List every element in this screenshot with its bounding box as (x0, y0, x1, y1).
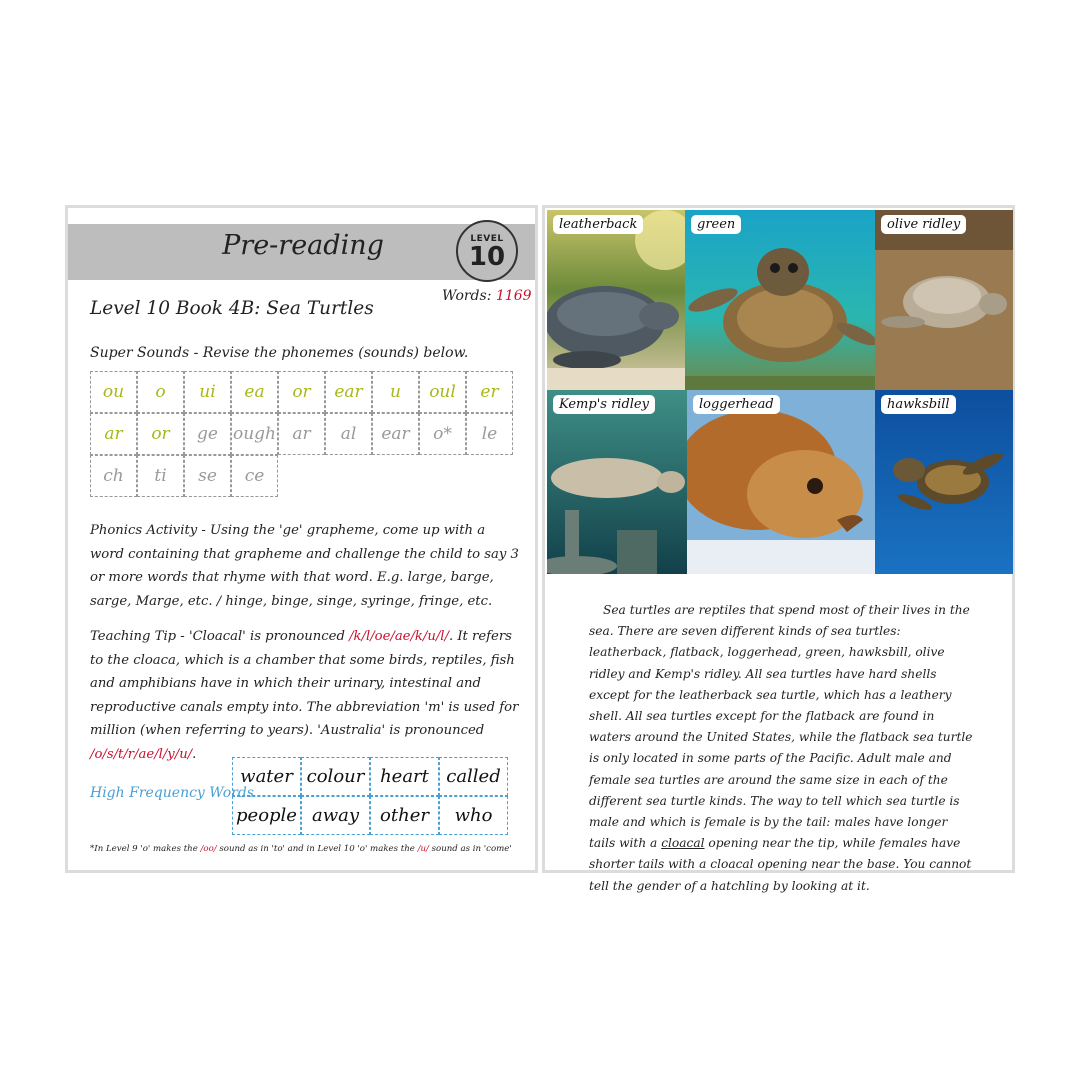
phoneme-cell: al (325, 413, 372, 455)
hfw-word: other (370, 796, 439, 835)
kemps-ridley-turtle-image (547, 390, 687, 574)
phoneme-cell: ce (231, 455, 278, 497)
words-label: Words: (442, 288, 492, 304)
teaching-tip-text: . (192, 746, 197, 762)
phoneme-cell: ar (90, 413, 137, 455)
teaching-tip-text: Teaching Tip - 'Cloacal' is pronounced (90, 629, 350, 644)
photo-hawksbill (875, 390, 1013, 574)
footnote-sound-oo: /oo/ (200, 844, 217, 854)
hfw-word: away (301, 796, 370, 835)
photo-label: green (691, 215, 741, 234)
level-number: 10 (468, 242, 506, 272)
phoneme-cell: oul (419, 371, 466, 413)
olive-ridley-turtle-image (875, 210, 1013, 390)
photo-label: olive ridley (881, 215, 966, 234)
pronunciation-australia: /o/s/t/r/ae/l/y/u/ (90, 746, 193, 762)
hawksbill-turtle-image (875, 390, 1013, 574)
footnote-sound-u: /u/ (417, 844, 429, 854)
phoneme-cell: u (372, 371, 419, 413)
photo-olive-ridley (875, 210, 1013, 390)
level-badge (456, 220, 518, 282)
page-title: Pre-reading (222, 230, 384, 261)
phoneme-cell: o* (419, 413, 466, 455)
phoneme-cell: ough (231, 413, 278, 455)
super-sounds-heading: Super Sounds - Revise the phonemes (sounds) below. (90, 345, 469, 361)
word-count (442, 288, 532, 304)
hfw-word: colour (301, 757, 370, 796)
photo-label: loggerhead (693, 395, 780, 414)
phoneme-cell: ui (184, 371, 231, 413)
footnote-text: *In Level 9 'o' makes the (90, 844, 201, 854)
phoneme-cell: ea (231, 371, 278, 413)
words-count: 1169 (495, 288, 532, 304)
hfw-label: High Frequency Words (90, 785, 254, 801)
pre-reading-page (65, 205, 538, 873)
photo-label: Kemp's ridley (553, 395, 655, 414)
phoneme-cell: or (278, 371, 325, 413)
phonics-activity: Phonics Activity - Using the 'ge' grapheme, come up with a word containing that grapheme and challenge the child to say 3 or more words that rhyme with that word. E.g. large, barge, sarge, Marge, etc. / hinge, binge, singe, syringe, fringe, etc. (90, 523, 519, 609)
photo-leatherback (547, 210, 685, 390)
phoneme-cell: ch (90, 455, 137, 497)
body-text: Sea turtles are reptiles that spend most of their lives in the sea. There are seven different kinds of sea turtles: leatherback, flatback, loggerhead, green, hawksbill, olive ridley and Kemp's ridley. All sea turtles have hard shells except for the leatherback sea turtle, which has a leathery shell. All sea turtles except for the flatback are found in waters around the United States, while the flatback sea turtle is only located in some parts of the Pacific. Adult male and female sea turtles are around the same size in each of the different sea turtle kinds. The way to tell which sea turtle is male and which is female is by the tail: males have longer tails with a (589, 603, 973, 851)
teaching-tip-text: . It refers to the cloaca, which is a chamber that some birds, reptiles, fish and amphibians have in which their urinary, intestinal and reproductive canals empty into. The abbreviation 'm' is used for million (when referring to years). 'Australia' is pronounced (90, 629, 519, 738)
phoneme-cell: o (137, 371, 184, 413)
phoneme-cell: ear (372, 413, 419, 455)
underlined-word: cloacal (661, 836, 705, 851)
footnote (90, 844, 512, 854)
phoneme-cell: ge (184, 413, 231, 455)
hfw-word: heart (370, 757, 439, 796)
green-turtle-image (685, 210, 875, 390)
loggerhead-turtle-image (687, 390, 875, 574)
pronunciation-cloacal: /k/l/oe/ae/k/u/l/ (349, 629, 449, 644)
photo-green (685, 210, 875, 390)
teaching-tip (90, 625, 520, 766)
photo-kemps-ridley (547, 390, 687, 574)
leatherback-turtle-image (547, 210, 685, 390)
photo-label: hawksbill (881, 395, 956, 414)
hfw-word: water (232, 757, 301, 796)
phoneme-cell: ou (90, 371, 137, 413)
footnote-text: sound as in 'come' (428, 844, 512, 854)
photo-loggerhead (687, 390, 875, 574)
sea-turtles-text (589, 600, 977, 897)
body-text: opening near the tip, while females have shorter tails with a cloacal opening near the base. You cannot tell the gender of a hatchling by looking at it. (589, 836, 972, 893)
book-title: Level 10 Book 4B: Sea Turtles (90, 298, 374, 319)
phoneme-cell: le (466, 413, 513, 455)
level-label: LEVEL (470, 234, 504, 244)
hfw-word: people (232, 796, 301, 835)
hfw-word: called (439, 757, 508, 796)
hfw-word: who (439, 796, 508, 835)
footnote-text: sound as in 'to' and in Level 10 'o' makes the (216, 844, 418, 854)
phoneme-cell: ear (325, 371, 372, 413)
phoneme-cell: er (466, 371, 513, 413)
photo-label: leatherback (553, 215, 643, 234)
phoneme-cell: or (137, 413, 184, 455)
phoneme-cell: ar (278, 413, 325, 455)
sea-turtles-page (542, 205, 1015, 893)
phoneme-cell: se (184, 455, 231, 497)
phoneme-cell: ti (137, 455, 184, 497)
